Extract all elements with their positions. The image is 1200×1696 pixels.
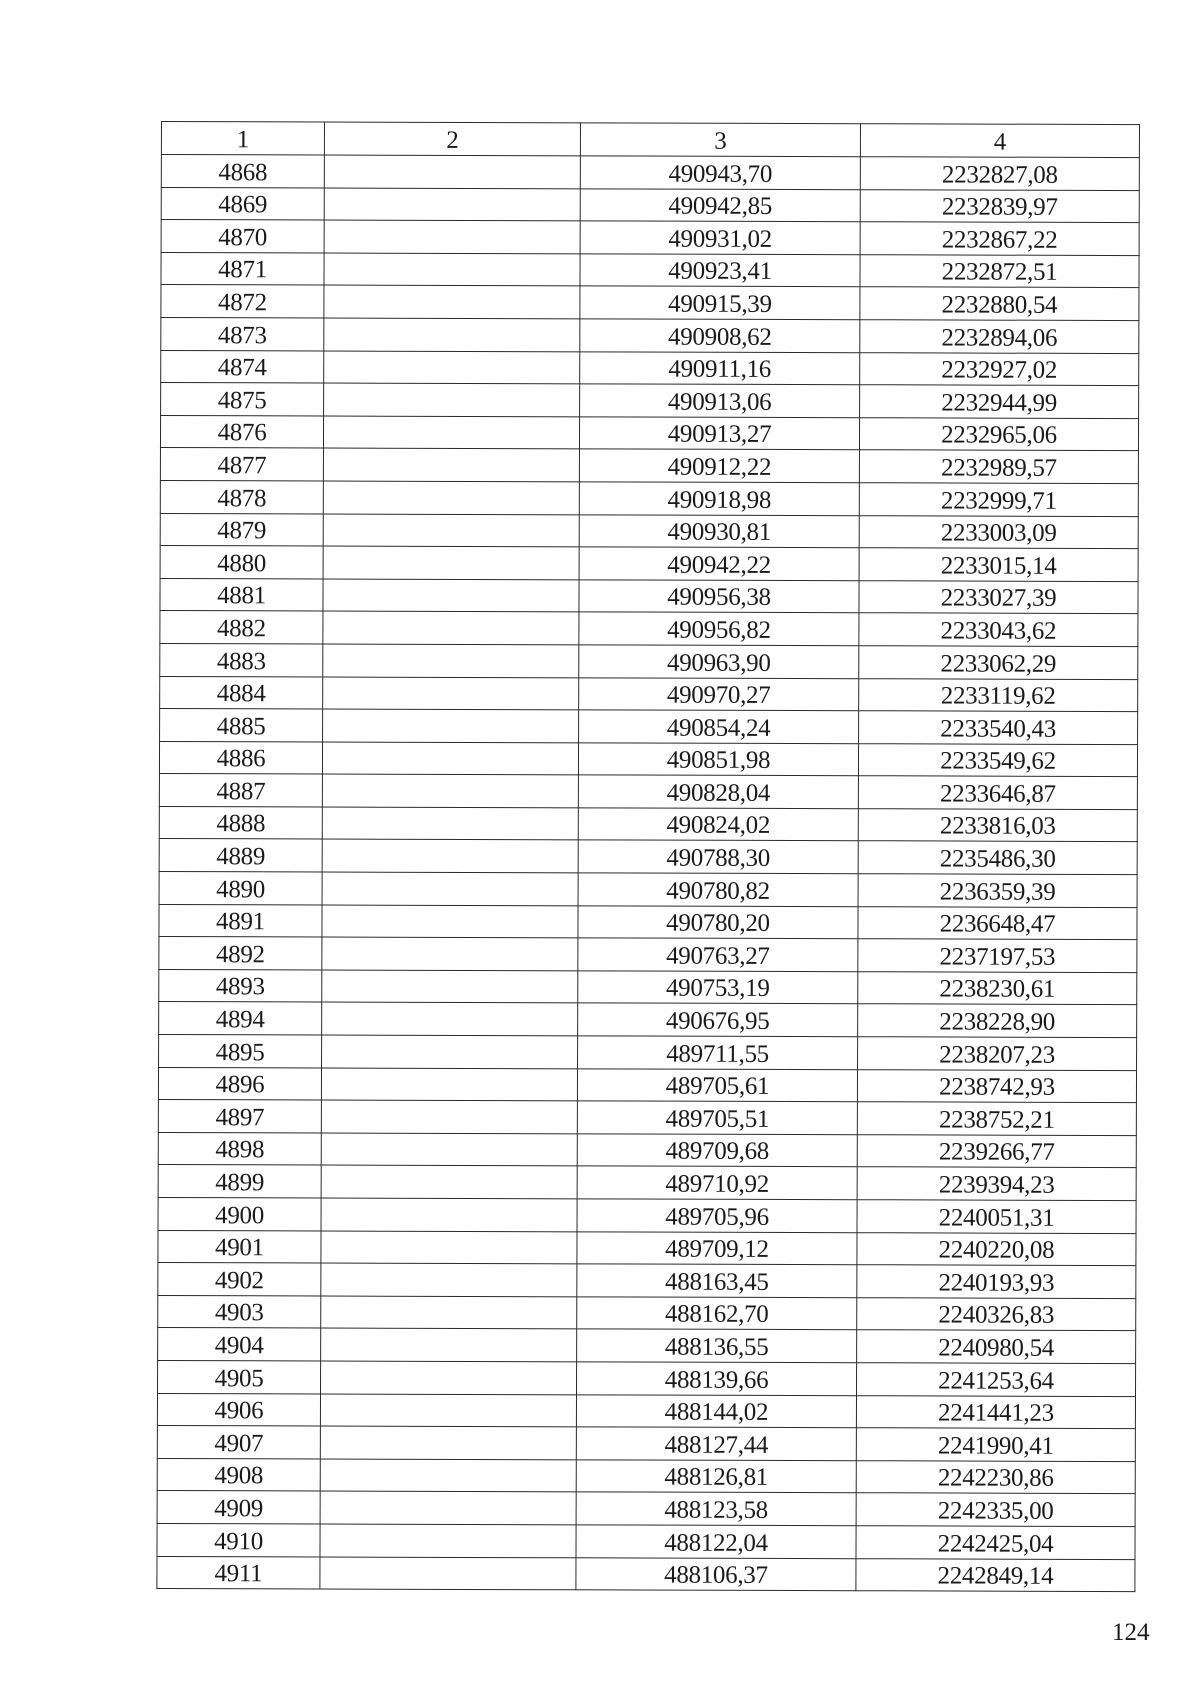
cell-y-coordinate: 2239394,23 [857,1167,1136,1200]
cell-x-coordinate: 490923,41 [580,254,860,287]
cell-x-coordinate: 488127,44 [576,1427,856,1460]
cell-point-number: 4907 [157,1426,320,1459]
cell-x-coordinate: 490788,30 [578,840,858,873]
table-row [158,1132,1136,1168]
table-row [160,480,1138,516]
cell-x-coordinate: 490931,02 [580,221,860,254]
cell-y-coordinate: 2232965,06 [859,417,1138,450]
cell-y-coordinate: 2240980,54 [857,1330,1136,1363]
cell-point-number: 4877 [160,448,323,481]
cell-description [324,383,580,416]
cell-y-coordinate: 2242849,14 [856,1558,1135,1591]
cell-x-coordinate: 490918,98 [579,482,859,515]
cell-description [322,807,578,840]
cell-description [324,253,580,286]
cell-x-coordinate: 489710,92 [577,1166,857,1199]
table-row [159,1002,1137,1038]
table-row [158,1263,1136,1299]
column-header-4: 4 [860,124,1139,158]
table-row [161,383,1139,419]
cell-description [323,514,579,547]
cell-y-coordinate: 2240193,93 [857,1265,1136,1298]
cell-description [323,546,579,579]
cell-x-coordinate: 490908,62 [580,319,860,352]
cell-y-coordinate: 2233043,62 [859,613,1138,646]
cell-description [324,351,580,384]
cell-x-coordinate: 488106,37 [576,1557,856,1590]
cell-y-coordinate: 2238742,93 [857,1069,1136,1102]
table-row [161,155,1139,191]
cell-x-coordinate: 490854,24 [579,710,859,743]
column-header-3: 3 [580,123,860,157]
cell-y-coordinate: 2242425,04 [856,1526,1135,1559]
cell-description [323,416,579,449]
cell-x-coordinate: 489705,96 [577,1199,857,1232]
cell-point-number: 4906 [157,1393,320,1426]
cell-x-coordinate: 489709,12 [577,1231,857,1264]
cell-description [323,677,579,710]
cell-point-number: 4910 [157,1523,320,1556]
cell-point-number: 4901 [158,1230,321,1263]
table-row [159,806,1137,842]
cell-y-coordinate: 2233646,87 [858,776,1137,809]
cell-y-coordinate: 2232999,71 [859,483,1138,516]
cell-x-coordinate: 490780,82 [578,873,858,906]
table-row [161,317,1139,353]
cell-point-number: 4874 [161,350,324,383]
cell-point-number: 4881 [160,578,323,611]
cell-x-coordinate: 490913,27 [579,417,859,450]
cell-point-number: 4900 [158,1197,321,1230]
cell-description [323,709,579,742]
cell-point-number: 4895 [159,1035,322,1068]
cell-point-number: 4868 [161,155,324,188]
table-row [157,1426,1135,1462]
cell-y-coordinate: 2232894,06 [860,320,1139,353]
cell-description [323,481,579,514]
cell-description [322,872,578,905]
cell-y-coordinate: 2233119,62 [859,678,1138,711]
table-row [158,1197,1136,1233]
cell-y-coordinate: 2233549,62 [858,743,1137,776]
cell-point-number: 4893 [159,969,322,1002]
cell-y-coordinate: 2232867,22 [860,222,1139,255]
table-row [160,709,1138,745]
cell-description [321,1296,577,1329]
cell-x-coordinate: 490943,70 [580,156,860,189]
cell-point-number: 4909 [157,1491,320,1524]
cell-x-coordinate: 489711,55 [578,1036,858,1069]
cell-x-coordinate: 488163,45 [577,1264,857,1297]
table-row [157,1523,1135,1559]
cell-point-number: 4872 [161,285,324,318]
cell-y-coordinate: 2240220,08 [857,1232,1136,1265]
cell-x-coordinate: 490963,90 [579,645,859,678]
cell-y-coordinate: 2238752,21 [857,1102,1136,1135]
cell-description [321,1263,577,1296]
cell-y-coordinate: 2242335,00 [856,1493,1135,1526]
table-row [159,741,1137,777]
cell-description [321,1068,577,1101]
cell-point-number: 4879 [160,513,323,546]
column-header-2: 2 [324,122,580,156]
cell-point-number: 4905 [158,1360,321,1393]
table-row [161,350,1139,386]
cell-description [324,318,580,351]
cell-point-number: 4898 [158,1132,321,1165]
cell-x-coordinate: 490911,16 [580,351,860,384]
cell-description [320,1426,576,1459]
cell-x-coordinate: 489705,61 [577,1068,857,1101]
cell-point-number: 4891 [159,904,322,937]
table-row [160,513,1138,549]
table-row [157,1556,1135,1592]
cell-y-coordinate: 2232839,97 [860,189,1139,222]
cell-point-number: 4884 [160,676,323,709]
cell-y-coordinate: 2237197,53 [858,939,1137,972]
cell-point-number: 4894 [159,1002,322,1035]
table-row [161,220,1139,256]
cell-x-coordinate: 488162,70 [577,1297,857,1330]
cell-y-coordinate: 2238230,61 [858,972,1137,1005]
table-body [157,155,1140,1592]
cell-x-coordinate: 490753,19 [578,971,858,1004]
cell-y-coordinate: 2241253,64 [857,1363,1136,1396]
cell-point-number: 4870 [161,220,324,253]
cell-x-coordinate: 490930,81 [579,514,859,547]
table-row [157,1458,1135,1494]
table-row [160,676,1138,712]
header-row [161,122,1139,158]
cell-x-coordinate: 490913,06 [580,384,860,417]
cell-point-number: 4878 [160,480,323,513]
cell-description [321,1133,577,1166]
cell-description [323,611,579,644]
table-row [158,1100,1136,1136]
cell-point-number: 4883 [160,643,323,676]
cell-y-coordinate: 2236648,47 [858,906,1137,939]
cell-y-coordinate: 2241441,23 [856,1395,1135,1428]
cell-point-number: 4904 [158,1328,321,1361]
coordinates-table [156,121,1140,1592]
table-row [161,187,1139,223]
cell-description [322,970,578,1003]
cell-point-number: 4896 [158,1067,321,1100]
cell-point-number: 4876 [160,415,323,448]
cell-description [324,285,580,318]
cell-description [323,579,579,612]
cell-description [322,1035,578,1068]
cell-x-coordinate: 490912,22 [579,449,859,482]
cell-description [322,742,578,775]
cell-description [324,220,580,253]
column-header-1: 1 [161,122,324,156]
cell-description [322,1002,578,1035]
cell-description [321,1231,577,1264]
cell-y-coordinate: 2241990,41 [856,1428,1135,1461]
cell-point-number: 4902 [158,1263,321,1296]
cell-x-coordinate: 488136,55 [577,1329,857,1362]
cell-y-coordinate: 2233062,29 [859,646,1138,679]
cell-point-number: 4897 [158,1100,321,1133]
cell-y-coordinate: 2233027,39 [859,580,1138,613]
cell-point-number: 4892 [159,937,322,970]
cell-y-coordinate: 2233816,03 [858,809,1137,842]
table-row [160,578,1138,614]
cell-description [323,644,579,677]
table-row [161,285,1139,321]
cell-point-number: 4911 [157,1556,320,1589]
cell-point-number: 4887 [159,774,322,807]
table-row [159,969,1137,1005]
cell-point-number: 4903 [158,1295,321,1328]
cell-description [321,1328,577,1361]
cell-description [321,1100,577,1133]
cell-y-coordinate: 2239266,77 [857,1135,1136,1168]
cell-point-number: 4875 [161,383,324,416]
table-row [158,1230,1136,1266]
cell-description [322,774,578,807]
cell-x-coordinate: 490956,82 [579,612,859,645]
cell-y-coordinate: 2238207,23 [858,1037,1137,1070]
cell-x-coordinate: 489709,68 [577,1134,857,1167]
table-row [158,1295,1136,1331]
cell-point-number: 4888 [159,806,322,839]
cell-y-coordinate: 2235486,30 [858,841,1137,874]
cell-point-number: 4890 [159,872,322,905]
cell-y-coordinate: 2232872,51 [860,254,1139,287]
table-header [161,122,1139,158]
cell-point-number: 4889 [159,839,322,872]
table-row [160,448,1138,484]
cell-y-coordinate: 2233015,14 [859,548,1138,581]
cell-y-coordinate: 2238228,90 [858,1004,1137,1037]
cell-point-number: 4885 [160,709,323,742]
table-row [160,415,1138,451]
table-row [159,839,1137,875]
table-row [160,611,1138,647]
table-row [161,252,1139,288]
cell-x-coordinate: 490942,85 [580,188,860,221]
cell-point-number: 4873 [161,317,324,350]
table-row [158,1360,1136,1396]
cell-x-coordinate: 490942,22 [579,547,859,580]
cell-x-coordinate: 490828,04 [578,775,858,808]
table-row [159,937,1137,973]
table-row [157,1491,1135,1527]
table-row [160,643,1138,679]
cell-point-number: 4871 [161,252,324,285]
cell-description [322,905,578,938]
cell-description [322,937,578,970]
cell-x-coordinate: 489705,51 [577,1101,857,1134]
cell-point-number: 4908 [157,1458,320,1491]
cell-x-coordinate: 488123,58 [576,1492,856,1525]
cell-description [324,155,580,188]
cell-x-coordinate: 490970,27 [579,677,859,710]
table-row [158,1165,1136,1201]
cell-x-coordinate: 488139,66 [577,1362,857,1395]
cell-description [320,1394,576,1427]
table-row [158,1328,1136,1364]
cell-description [320,1524,576,1557]
cell-y-coordinate: 2240326,83 [857,1297,1136,1330]
cell-description [322,839,578,872]
cell-x-coordinate: 490851,98 [578,743,858,776]
cell-x-coordinate: 488126,81 [576,1460,856,1493]
cell-description [320,1557,576,1590]
table-row [159,872,1137,908]
table-row [159,904,1137,940]
cell-description [324,188,580,221]
cell-description [320,1459,576,1492]
cell-description [321,1198,577,1231]
cell-x-coordinate: 490915,39 [580,286,860,319]
table-row [157,1393,1135,1429]
cell-point-number: 4899 [158,1165,321,1198]
table-row [160,546,1138,582]
cell-point-number: 4869 [161,187,324,220]
table-row [159,774,1137,810]
cell-y-coordinate: 2242230,86 [856,1460,1135,1493]
cell-y-coordinate: 2232827,08 [860,157,1139,190]
cell-y-coordinate: 2240051,31 [857,1200,1136,1233]
table-row [158,1067,1136,1103]
cell-y-coordinate: 2232880,54 [860,287,1139,320]
cell-x-coordinate: 488122,04 [576,1525,856,1558]
cell-x-coordinate: 490956,38 [579,580,859,613]
table-row [159,1035,1137,1071]
cell-x-coordinate: 490824,02 [578,808,858,841]
cell-y-coordinate: 2236359,39 [858,874,1137,907]
cell-description [320,1491,576,1524]
cell-y-coordinate: 2232944,99 [860,385,1139,418]
cell-x-coordinate: 490676,95 [578,1003,858,1036]
page-number: 124 [1112,1619,1150,1646]
cell-point-number: 4886 [159,741,322,774]
cell-y-coordinate: 2232927,02 [860,352,1139,385]
cell-x-coordinate: 490763,27 [578,938,858,971]
cell-description [321,1165,577,1198]
cell-description [323,448,579,481]
cell-x-coordinate: 488144,02 [576,1394,856,1427]
cell-y-coordinate: 2232989,57 [859,450,1138,483]
cell-y-coordinate: 2233003,09 [859,515,1138,548]
cell-point-number: 4880 [160,546,323,579]
cell-x-coordinate: 490780,20 [578,905,858,938]
cell-point-number: 4882 [160,611,323,644]
cell-description [321,1361,577,1394]
cell-y-coordinate: 2233540,43 [859,711,1138,744]
